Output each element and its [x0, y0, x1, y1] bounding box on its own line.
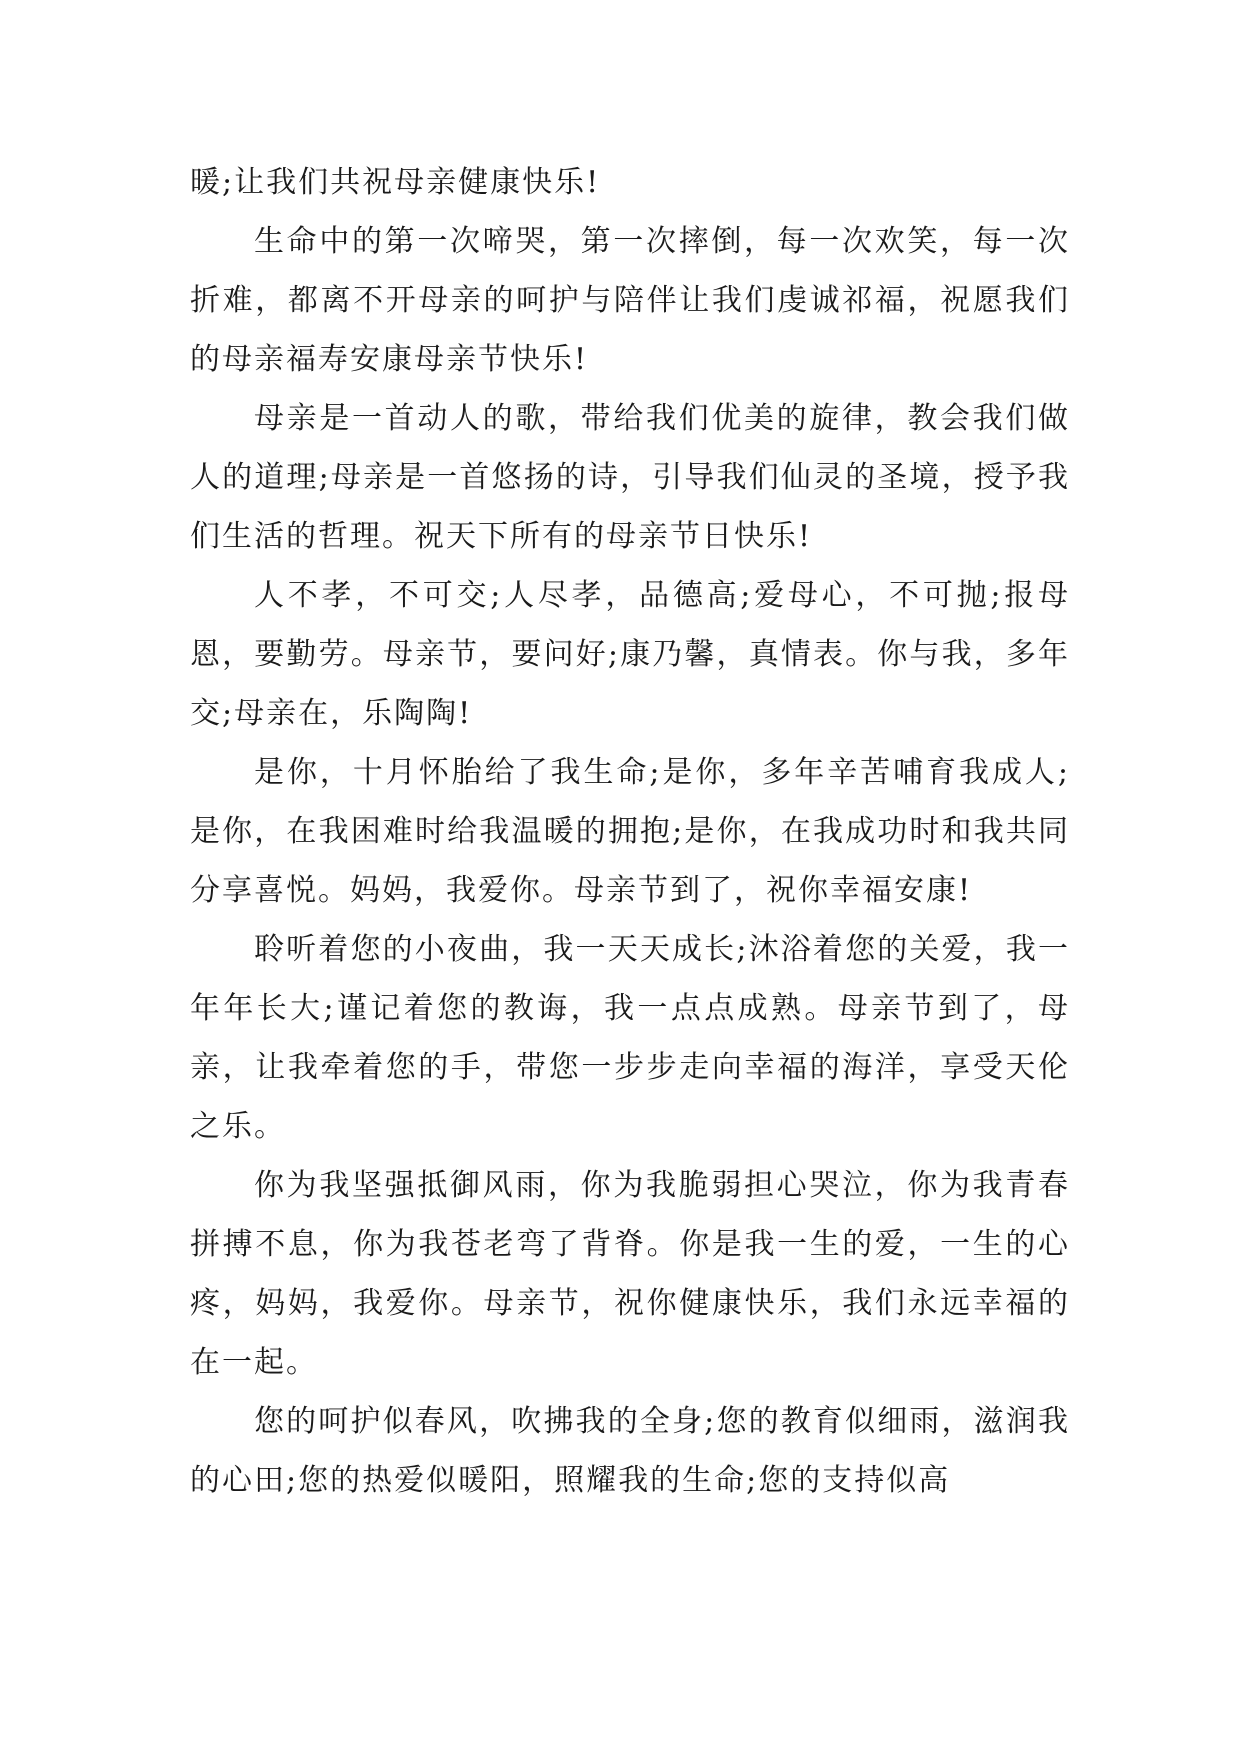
paragraph-truncated: 您的呵护似春风，吹拂我的全身;您的教育似细雨，滋润我的心田;您的热爱似暖阳，照耀我的生命;您的支持似高 [190, 1404, 1070, 1498]
paragraph: 生命中的第一次啼哭，第一次摔倒，每一次欢笑，每一次折难，都离不开母亲的呵护与陪伴让我们虔诚祁福，祝愿我们的母亲福寿安康母亲节快乐! [190, 224, 1070, 377]
document-body [190, 153, 1070, 1510]
paragraph: 你为我坚强抵御风雨，你为我脆弱担心哭泣，你为我青春拼搏不息，你为我苍老弯了背脊。你是我一生的爱，一生的心疼，妈妈，我爱你。母亲节，祝你健康快乐，我们永远幸福的在一起。 [190, 1168, 1070, 1380]
paragraph: 是你，十月怀胎给了我生命;是你，多年辛苦哺育我成人;是你，在我困难时给我温暖的拥抱;是你，在我成功时和我共同分享喜悦。妈妈，我爱你。母亲节到了，祝你幸福安康! [190, 755, 1070, 908]
paragraph: 聆听着您的小夜曲，我一天天成长;沐浴着您的关爱，我一年年长大;谨记着您的教诲，我一点点成熟。母亲节到了，母亲，让我牵着您的手，带您一步步走向幸福的海洋，享受天伦之乐。 [190, 932, 1070, 1144]
paragraph: 人不孝，不可交;人尽孝，品德高;爱母心，不可抛;报母恩，要勤劳。母亲节，要问好;康乃馨，真情表。你与我，多年交;母亲在，乐陶陶! [190, 578, 1070, 731]
paragraph-continued: 暖;让我们共祝母亲健康快乐! [190, 165, 601, 200]
paragraph: 母亲是一首动人的歌，带给我们优美的旋律，教会我们做人的道理;母亲是一首悠扬的诗，引导我们仙灵的圣境，授予我们生活的哲理。祝天下所有的母亲节日快乐! [190, 401, 1070, 554]
